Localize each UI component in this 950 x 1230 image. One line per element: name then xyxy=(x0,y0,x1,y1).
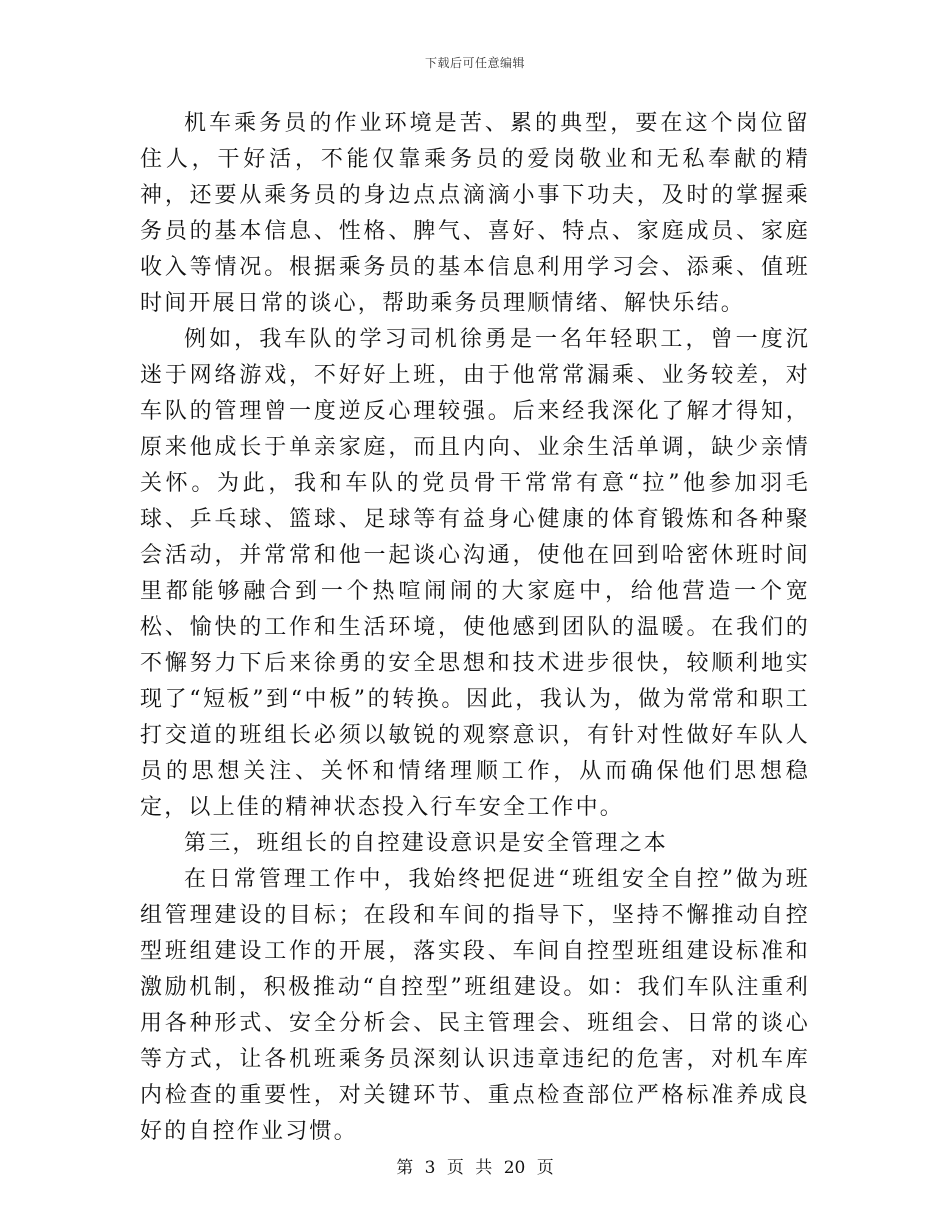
page-number: 第 3 页 共 20 页 xyxy=(396,1158,554,1178)
header-note: 下载后可任意编辑 xyxy=(424,56,525,70)
section-heading: 第三，班组长的自控建设意识是安全管理之本 xyxy=(184,831,669,856)
paragraph-2: 例如，我车队的学习司机徐勇是一名年轻职工，曾一度沉迷于网络游戏，不好好上班，由于他常常漏乘、业务较差，对车队的管理曾一度逆反心理较强。后来经我深化了解才得知，原来他成长于单亲家庭，而且内向、业余生活单调，缺少亲情关怀。为此，我和车队的党员骨干常常有意“拉”他参加羽毛球、乒乓球、篮球、足球等有益身心健康的体育锻炼和各种聚会活动，并常常和他一起谈心沟通，使他在回到哈密休班时间里都能够融合到一个热喧闹闹的大家庭中，给他营造一个宽松、愉快的工作和生活环境，使他感到团队的温暖。在我们的不懈努力下后来徐勇的安全思想和技术进步很快，较顺利地实现了“短板”到“中板”的转换。因此，我认为，做为常常和职工打交道的班组长必须以敏锐的观察意识，有针对性做好车队人员的思想关注、关怀和情绪理顺工作，从而确保他们思想稳定，以上佳的精神状态投入行车安全工作中。 xyxy=(140,327,810,820)
paragraph-1: 机车乘务员的作业环境是苦、累的典型，要在这个岗位留住人，干好活，不能仅靠乘务员的爱岗敬业和无私奉献的精神，还要从乘务员的身边点点滴滴小事下功夫，及时的掌握乘务员的基本信息、性格、脾气、喜好、特点、家庭成员、家庭收入等情况。根据乘务员的基本信息利用学习会、添乘、值班时间开展日常的谈心，帮助乘务员理顺情绪、解快乐结。 xyxy=(140,111,810,316)
paragraph-3: 在日常管理工作中，我始终把促进“班组安全自控”做为班组管理建设的目标；在段和车间的指导下，坚持不懈推动自控型班组建设工作的开展，落实段、车间自控型班组建设标准和激励机制，积极推动“自控型”班组建设。如：我们车队注重利用各种形式、安全分析会、民主管理会、班组会、日常的谈心等方式，让各机班乘务员深刻认识违章违纪的危害，对机车库内检查的重要性，对关键环节、重点检查部位严格标准养成良好的自控作业习惯。 xyxy=(140,867,810,1144)
body-text xyxy=(140,106,810,1150)
